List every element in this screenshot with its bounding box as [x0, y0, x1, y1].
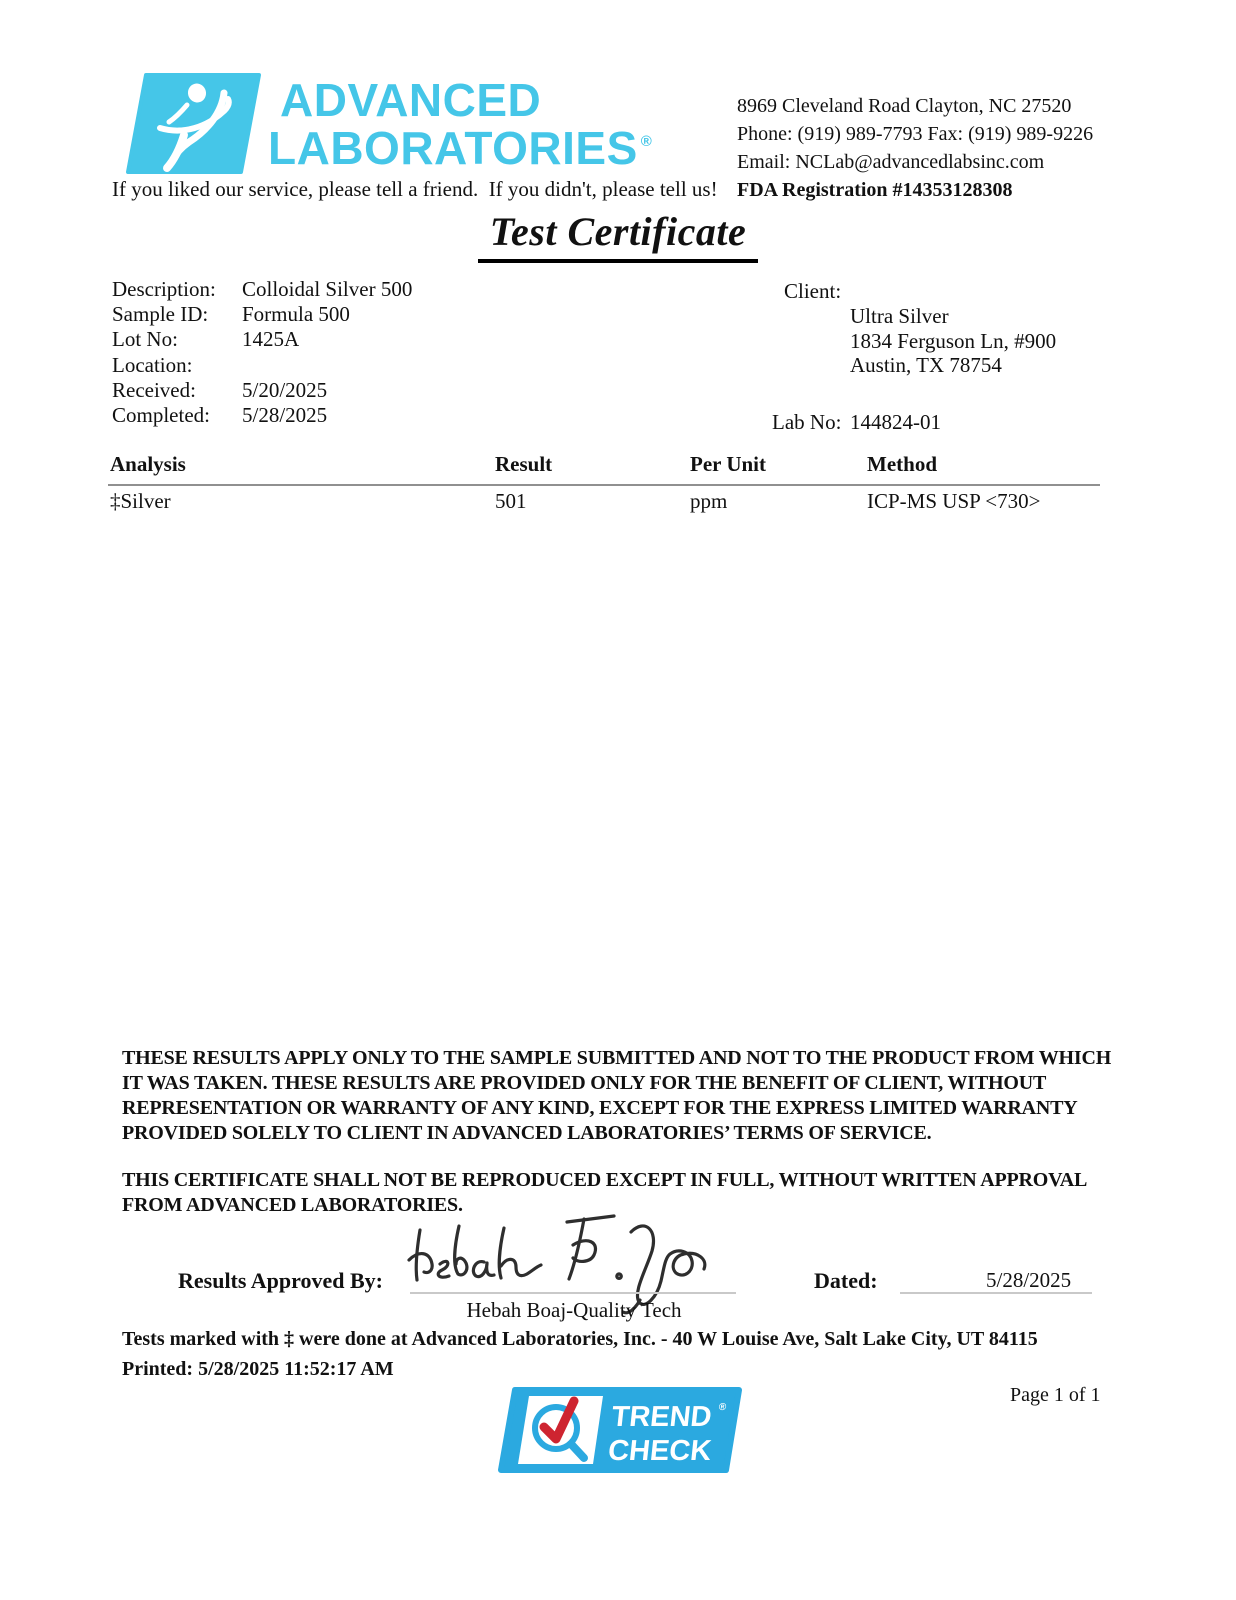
- client-address-block: [850, 304, 1056, 378]
- lab-no-label: Lab No:: [772, 410, 842, 434]
- trend-check-logo-icon: [497, 1386, 743, 1474]
- lab-no-value: 144824-01: [850, 410, 941, 434]
- column-header-analysis: Analysis: [110, 452, 186, 476]
- logo-wordmark-line1: ADVANCED: [280, 74, 542, 126]
- field-lot-no: [112, 327, 412, 352]
- sample-info-block: [112, 277, 412, 428]
- client-label: Client:: [784, 279, 842, 303]
- page-number: Page 1 of 1: [1010, 1384, 1101, 1406]
- field-value: 5/20/2025: [242, 377, 328, 402]
- column-header-per-unit: Per Unit: [690, 452, 767, 476]
- client-address-line2: Austin, TX 78754: [850, 353, 1002, 378]
- lab-phone-fax: Phone: (919) 989-7793 Fax: (919) 989-9226: [737, 123, 1094, 145]
- lab-address: 8969 Cleveland Road Clayton, NC 27520: [737, 95, 1072, 117]
- lab-email: Email: NCLab@advancedlabsinc.com: [737, 151, 1045, 173]
- client-address-line1: 1834 Ferguson Ln, #900: [850, 328, 1057, 353]
- field-location: [112, 353, 412, 378]
- advanced-laboratories-logo-icon: [125, 72, 262, 175]
- registered-trademark-symbol: ®: [640, 133, 653, 150]
- service-tagline: If you liked our service, please tell a friend. If you didn't, please tell us!: [112, 177, 718, 201]
- result-row-method: ICP-MS USP <730>: [867, 489, 1041, 513]
- column-header-method: Method: [867, 452, 937, 476]
- trend-check-text-line2: CHECK: [606, 1435, 713, 1467]
- result-row-analysis: ‡Silver: [110, 489, 171, 513]
- results-approved-by-label: Results Approved By:: [178, 1268, 383, 1293]
- field-completed: [112, 403, 412, 428]
- lab-contact-block: [737, 92, 1093, 204]
- dated-label: Dated:: [814, 1268, 878, 1293]
- trend-check-text-line1: TREND: [610, 1401, 714, 1433]
- disclaimer-paragraph-1: THESE RESULTS APPLY ONLY TO THE SAMPLE SUBMITTED AND NOT TO THE PRODUCT FROM WHICH IT WAS TAKEN. THESE RESULTS ARE PROVIDED ONLY FOR THE BENEFIT OF CLIENT, WITHOUT REPRESENTATION OR WARRANTY OF ANY KIND, EXCEPT FOR THE EXPRESS LIMITED WARRANTY PROVIDED SOLELY TO CLIENT IN ADVANCED LABORATORIES’ TERMS OF SERVICE.: [122, 1047, 1112, 1144]
- field-label: Description:: [112, 277, 216, 301]
- field-description: [112, 277, 412, 302]
- trend-check-registered-mark: ®: [718, 1402, 727, 1413]
- field-label: Lot No:: [112, 327, 178, 352]
- field-label: Received:: [112, 377, 196, 402]
- disclaimer-paragraph-2: THIS CERTIFICATE SHALL NOT BE REPRODUCED EXCEPT IN FULL, WITHOUT WRITTEN APPROVAL FROM ADVANCED LABORATORIES.: [122, 1169, 1087, 1216]
- field-value: 5/28/2025: [242, 402, 328, 427]
- signer-name: Hebah Boaj-Quality Tech: [466, 1298, 682, 1322]
- signature-line: [410, 1292, 736, 1294]
- field-label: Completed:: [112, 402, 210, 427]
- field-label: Location:: [112, 352, 193, 377]
- table-header-divider: [108, 484, 1100, 486]
- field-value: 1425A: [242, 327, 300, 352]
- result-row-per-unit: ppm: [690, 489, 728, 513]
- page-title: Test Certificate: [478, 208, 758, 263]
- field-value: Colloidal Silver 500: [242, 277, 413, 301]
- dated-value: 5/28/2025: [986, 1268, 1072, 1292]
- fda-registration: FDA Registration #14353128308: [737, 179, 1013, 201]
- client-name: Ultra Silver: [850, 304, 949, 328]
- field-value: Formula 500: [242, 302, 350, 327]
- column-header-result: Result: [495, 452, 553, 476]
- logo-wordmark-line2: LABORATORIES ®: [268, 122, 653, 174]
- dated-line: [900, 1292, 1092, 1294]
- title-row: [0, 208, 1236, 263]
- field-sample-id: [112, 302, 412, 327]
- field-received: [112, 378, 412, 403]
- field-label: Sample ID:: [112, 302, 209, 327]
- logo-wordmark: [268, 74, 653, 174]
- result-row-result: 501: [495, 489, 527, 513]
- printed-timestamp: Printed: 5/28/2025 11:52:17 AM: [122, 1358, 394, 1380]
- tests-marked-note: Tests marked with ‡ were done at Advanced Laboratories, Inc. - 40 W Louise Ave, Salt Lake City, UT 84115: [122, 1328, 1038, 1350]
